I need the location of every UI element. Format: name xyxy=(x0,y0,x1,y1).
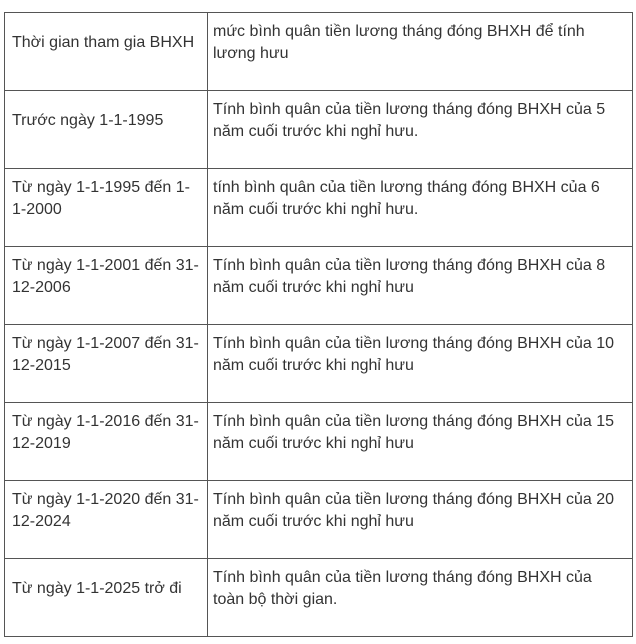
period-cell xyxy=(5,325,208,403)
period-cell xyxy=(5,247,208,325)
table-row xyxy=(5,91,633,169)
salary-basis-text: Tính bình quân của tiền lương tháng đóng BHXH của 10 năm cuối trước khi nghỉ hưu xyxy=(213,335,615,374)
salary-basis-text: Tính bình quân của tiền lương tháng đóng BHXH của 15 năm cuối trước khi nghỉ hưu xyxy=(213,413,615,452)
table-row xyxy=(5,325,633,403)
period-text: Từ ngày 1-1-1995 đến 1-1-2000 xyxy=(12,179,190,218)
period-text: Từ ngày 1-1-2020 đến 31-12-2024 xyxy=(12,491,199,530)
period-cell xyxy=(5,91,208,169)
table-row xyxy=(5,247,633,325)
salary-basis-text: Tính bình quân của tiền lương tháng đóng BHXH của toàn bộ thời gian. xyxy=(213,569,592,608)
period-text: Trước ngày 1-1-1995 xyxy=(12,112,164,129)
table-row xyxy=(5,559,633,637)
salary-basis-cell xyxy=(208,91,633,169)
salary-basis-cell xyxy=(208,481,633,559)
table-header-row xyxy=(5,13,633,91)
salary-basis-cell xyxy=(208,559,633,637)
salary-basis-cell xyxy=(208,247,633,325)
salary-basis-text: Tính bình quân của tiền lương tháng đóng BHXH của 20 năm cuối trước khi nghỉ hưu xyxy=(213,491,615,530)
salary-basis-cell xyxy=(208,169,633,247)
table-row xyxy=(5,481,633,559)
table-row xyxy=(5,169,633,247)
period-text: Từ ngày 1-1-2007 đến 31-12-2015 xyxy=(12,335,199,374)
period-text: Từ ngày 1-1-2001 đến 31-12-2006 xyxy=(12,257,199,296)
table-row xyxy=(5,403,633,481)
period-text: Từ ngày 1-1-2016 đến 31-12-2019 xyxy=(12,413,199,452)
salary-basis-text: Tính bình quân của tiền lương tháng đóng BHXH của 5 năm cuối trước khi nghỉ hưu. xyxy=(213,101,606,140)
pension-salary-basis-table xyxy=(4,12,633,637)
period-cell xyxy=(5,403,208,481)
period-cell xyxy=(5,481,208,559)
salary-basis-cell xyxy=(208,325,633,403)
period-header-cell xyxy=(5,13,208,91)
period-cell xyxy=(5,559,208,637)
period-text: Từ ngày 1-1-2025 trở đi xyxy=(12,580,182,597)
salary-basis-header-cell xyxy=(208,13,633,91)
salary-basis-cell xyxy=(208,403,633,481)
period-header-text: Thời gian tham gia BHXH xyxy=(12,34,195,51)
salary-basis-header-text: mức bình quân tiền lương tháng đóng BHXH để tính lương hưu xyxy=(213,23,585,62)
salary-basis-text: Tính bình quân của tiền lương tháng đóng BHXH của 8 năm cuối trước khi nghỉ hưu xyxy=(213,257,606,296)
period-cell xyxy=(5,169,208,247)
salary-basis-text: tính bình quân của tiền lương tháng đóng BHXH của 6 năm cuối trước khi nghỉ hưu. xyxy=(213,179,600,218)
